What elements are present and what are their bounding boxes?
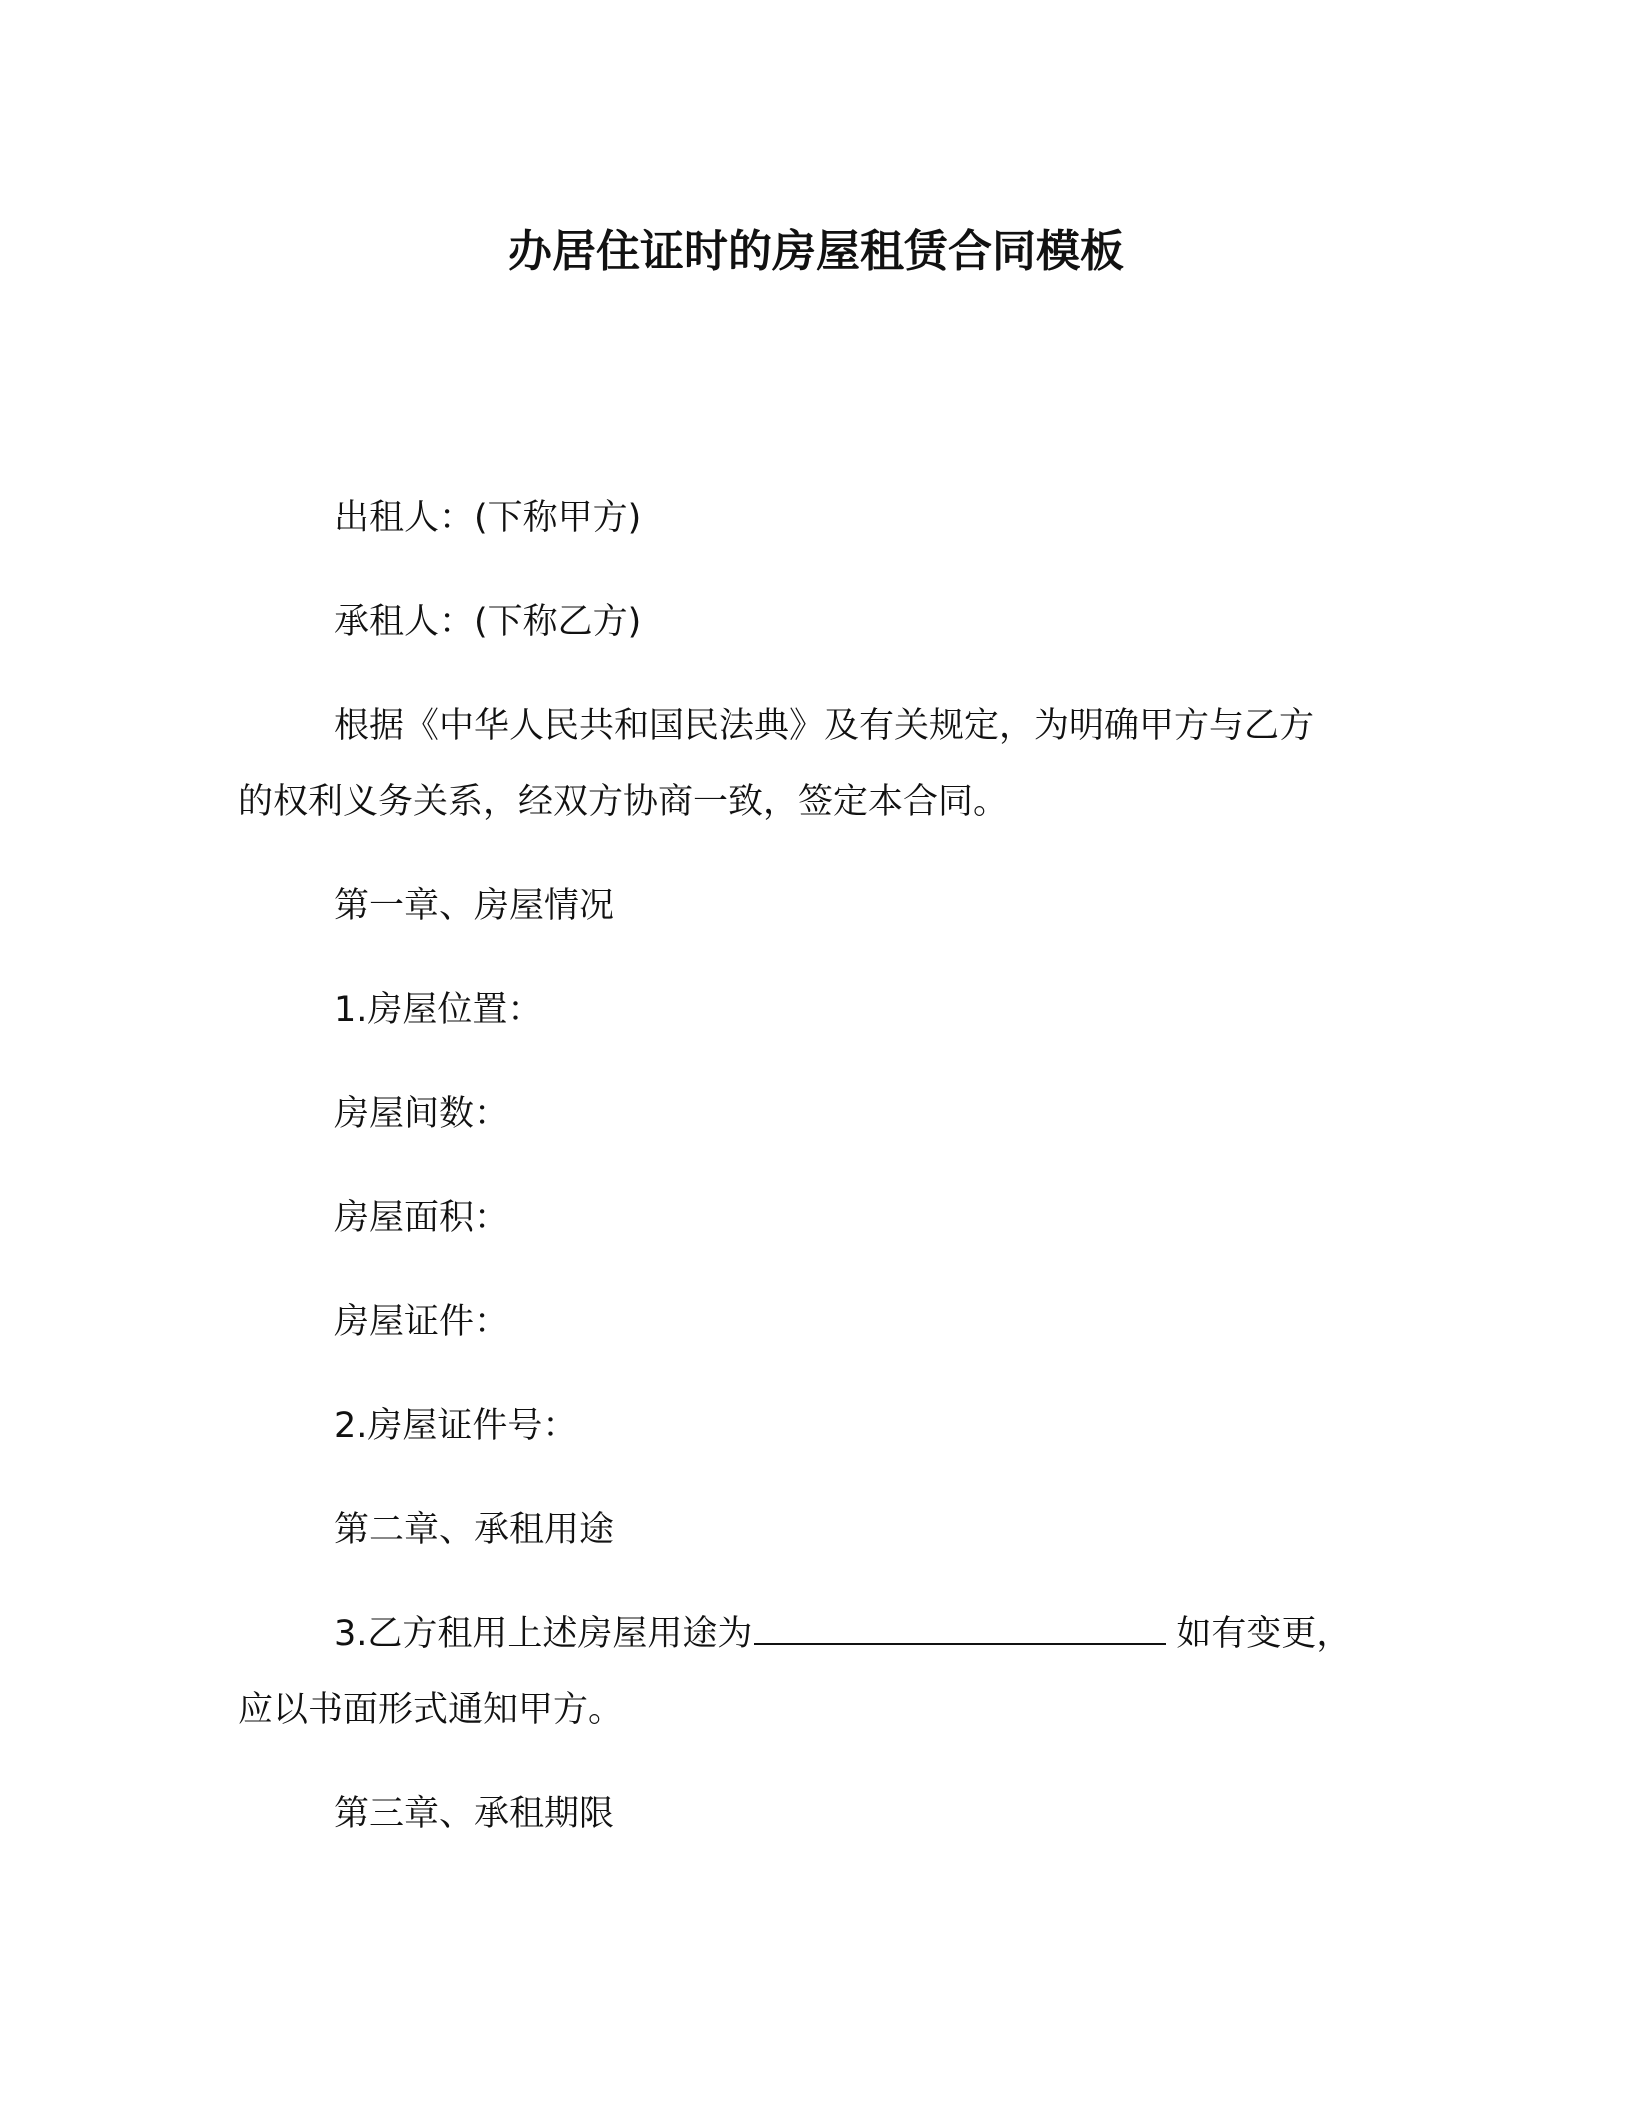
- usage-fill-in-blank: [754, 1613, 1166, 1645]
- certificate-line: 房屋证件：: [334, 1302, 510, 1342]
- chapter-2-heading: 第二章、承租用途: [334, 1510, 615, 1550]
- lessor-line: 出租人：(下称甲方): [334, 498, 642, 538]
- preamble-line-1: 根据《中华人民共和国民法典》及有关规定，为明确甲方与乙方: [334, 706, 1315, 746]
- item-1-location: 1.房屋位置：: [334, 990, 543, 1030]
- item-3-line-2: 应以书面形式通知甲方。: [238, 1690, 624, 1730]
- document-title: 办居住证时的房屋租赁合同模板: [508, 226, 1124, 277]
- item-2-certificate-number: 2.房屋证件号：: [334, 1406, 578, 1446]
- chapter-3-heading: 第三章、承租期限: [334, 1794, 615, 1834]
- item-3-prefix: 3.乙方租用上述房屋用途为: [334, 1614, 753, 1654]
- item-3-line-1: [334, 1610, 1351, 1658]
- chapter-1-heading: 第一章、房屋情况: [334, 886, 615, 926]
- preamble-line-2: 的权利义务关系，经双方协商一致，签定本合同。: [238, 782, 1009, 822]
- rooms-count-line: 房屋间数：: [334, 1094, 510, 1134]
- lessee-line: 承租人：(下称乙方): [334, 602, 642, 642]
- area-line: 房屋面积：: [334, 1198, 510, 1238]
- item-3-suffix: 如有变更，: [1176, 1614, 1352, 1654]
